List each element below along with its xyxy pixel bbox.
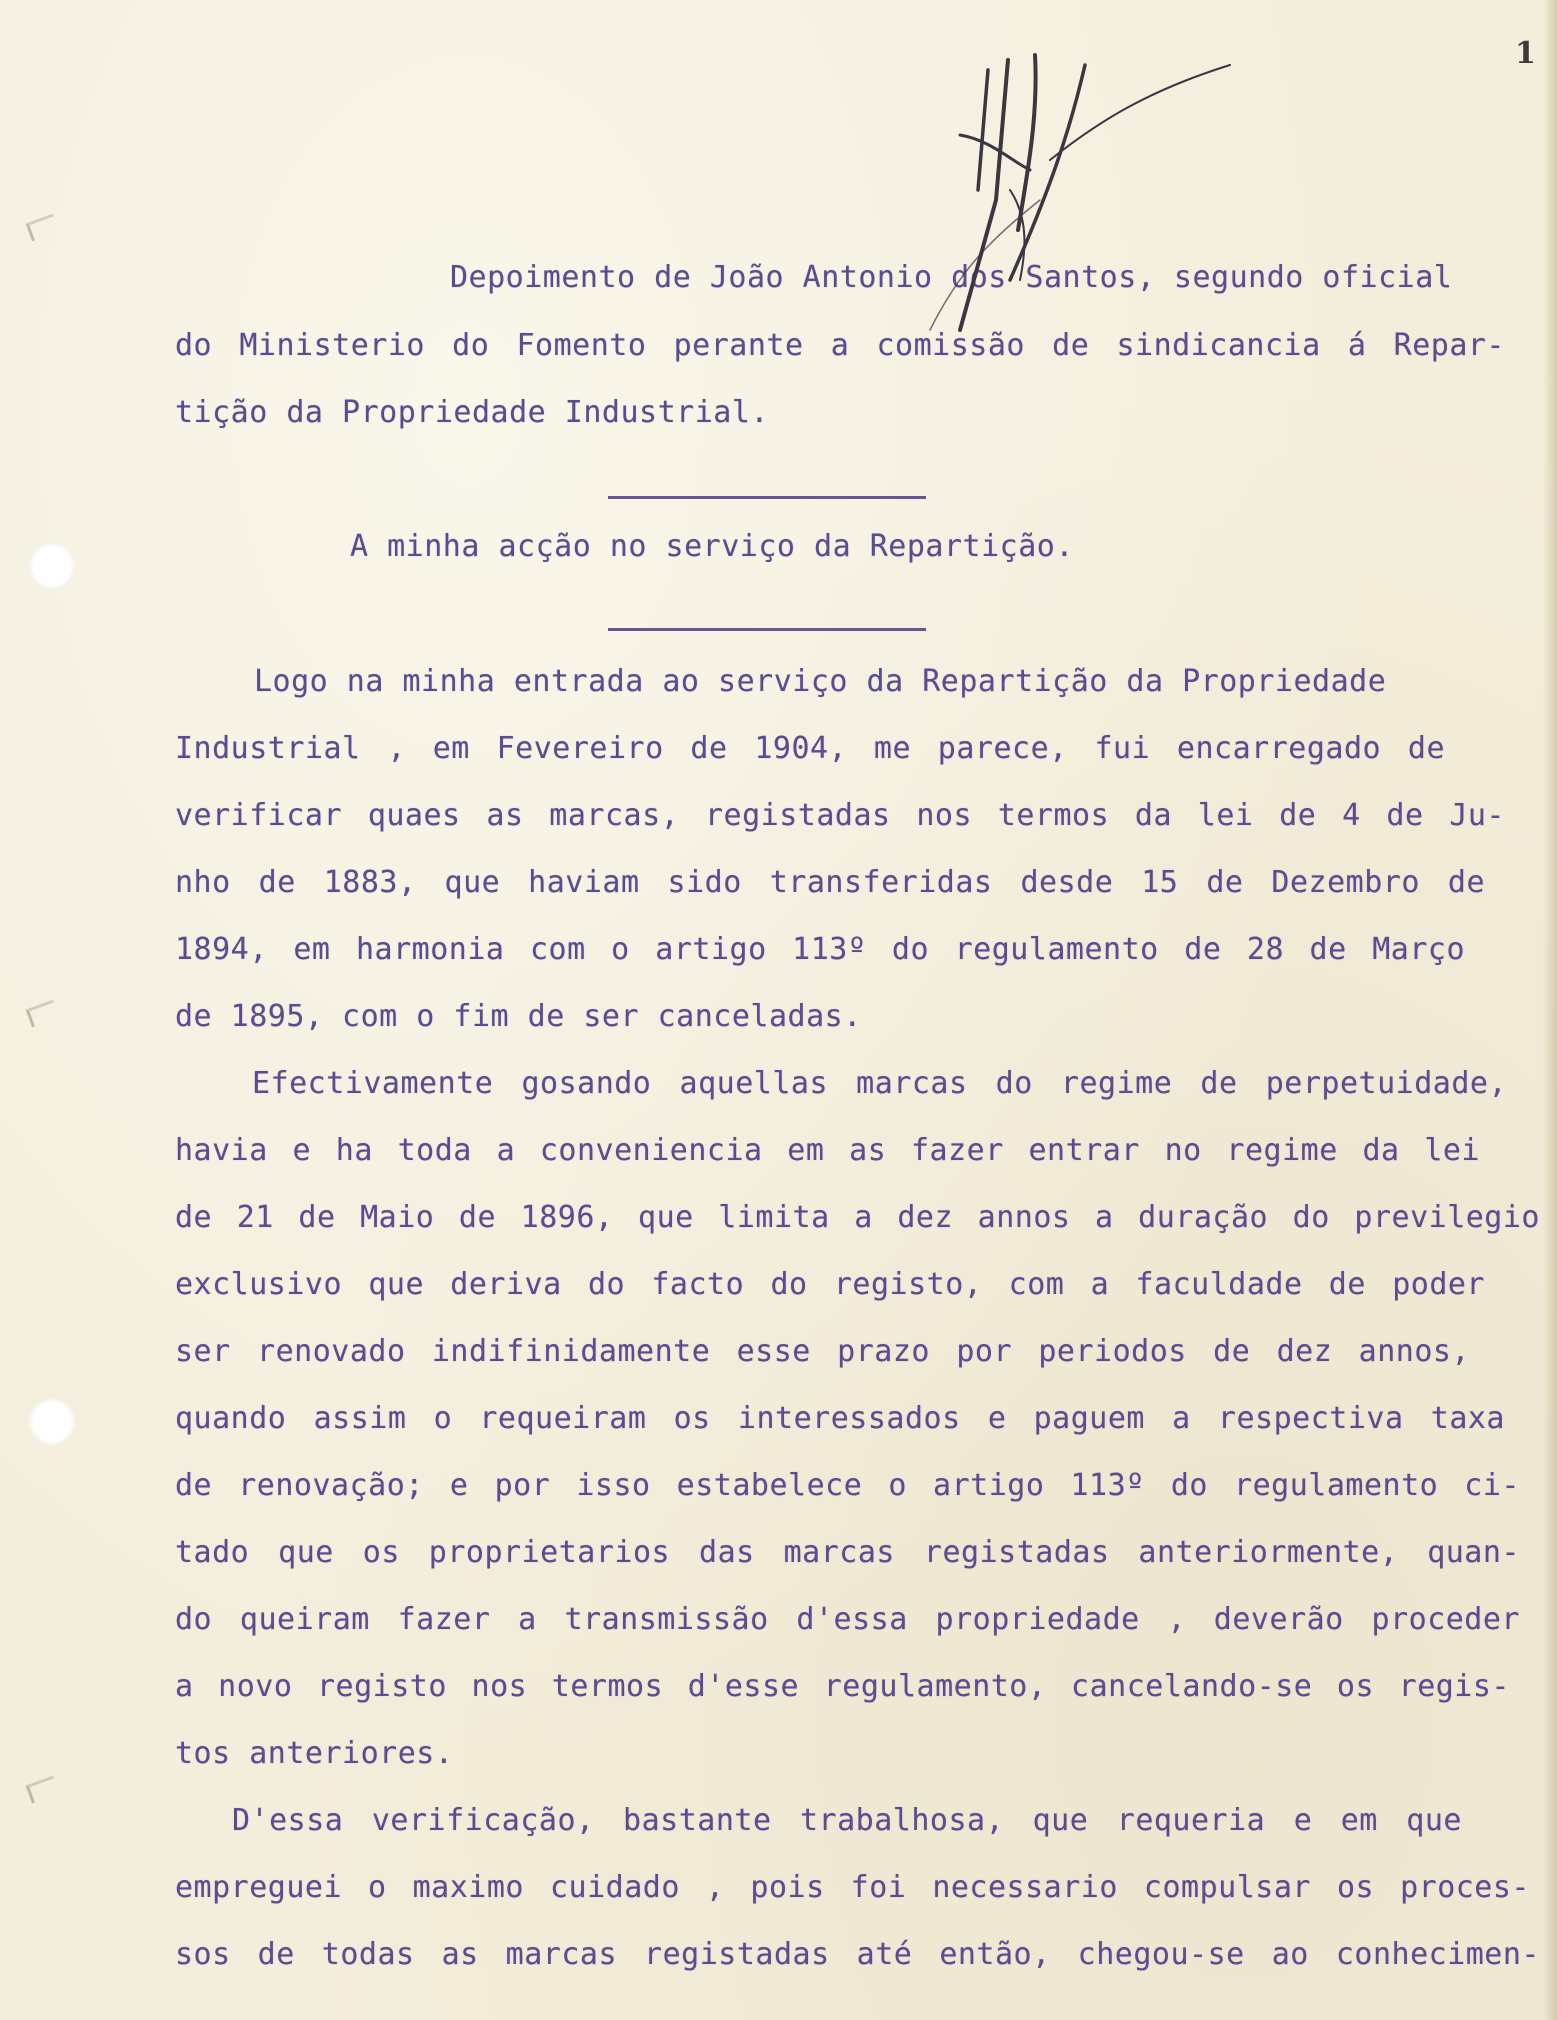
body-line: Logo na minha entrada ao serviço da Repartição da Propriedade <box>254 664 1387 699</box>
body-line: 1894, em harmonia com o artigo 113º do regulamento de 28 de Março <box>175 932 1465 967</box>
section-divider-bottom <box>608 628 926 631</box>
punch-hole <box>28 1398 76 1446</box>
staple-mark <box>26 1776 60 1804</box>
body-line: Industrial , em Fevereiro de 1904, me parece, fui encarregado de <box>175 731 1445 766</box>
body-line: havia e ha toda a conveniencia em as fazer entrar no regime da lei <box>175 1133 1480 1168</box>
body-line: exclusivo que deriva do facto do registo, com a faculdade de poder <box>175 1267 1485 1302</box>
body-line: ser renovado indifinidamente esse prazo por periodos de dez annos, <box>175 1334 1470 1369</box>
punch-hole <box>28 542 76 590</box>
body-line: a novo registo nos termos d'esse regulamento, cancelando-se os regis- <box>175 1669 1510 1704</box>
page-edge-shadow <box>1543 0 1557 2020</box>
staple-mark <box>26 1000 60 1028</box>
section-divider-top <box>608 496 926 499</box>
body-line: verificar quaes as marcas, registadas nos termos da lei de 4 de Ju- <box>175 798 1505 833</box>
page-number: 1 <box>1515 36 1536 71</box>
body-line: empreguei o maximo cuidado , pois foi necessario compulsar os proces- <box>175 1870 1530 1905</box>
body-line: sos de todas as marcas registadas até então, chegou-se ao conhecimen- <box>175 1937 1540 1972</box>
body-line: quando assim o requeiram os interessados e paguem a respectiva taxa <box>175 1401 1505 1436</box>
body-line: D'essa verificação, bastante trabalhosa, que requeria e em que <box>232 1803 1462 1838</box>
handwritten-signature <box>900 40 1260 380</box>
staple-mark <box>26 214 60 242</box>
body-line: de 1895, com o fim de ser canceladas. <box>175 999 862 1034</box>
body-line: nho de 1883, que haviam sido transferidas desde 15 de Dezembro de <box>175 865 1485 900</box>
section-heading: A minha acção no serviço da Repartição. <box>350 529 1074 564</box>
body-line: Efectivamente gosando aquellas marcas do regime de perpetuidade, <box>252 1066 1507 1101</box>
body-line: do queiram fazer a transmissão d'essa propriedade , deverão proceder <box>175 1602 1520 1637</box>
body-line: de renovação; e por isso estabelece o artigo 113º do regulamento ci- <box>175 1468 1520 1503</box>
body-line: tos anteriores. <box>175 1736 454 1771</box>
body-line: tado que os proprietarios das marcas registadas anteriormente, quan- <box>175 1535 1520 1570</box>
title-line: tição da Propriedade Industrial. <box>175 395 769 430</box>
body-line: de 21 de Maio de 1896, que limita a dez annos a duração do previlegio <box>175 1200 1540 1235</box>
title-line: do Ministerio do Fomento perante a comissão de sindicancia á Repar- <box>175 328 1505 363</box>
title-line: Depoimento de João Antonio dos Santos, segundo oficial <box>450 260 1453 295</box>
